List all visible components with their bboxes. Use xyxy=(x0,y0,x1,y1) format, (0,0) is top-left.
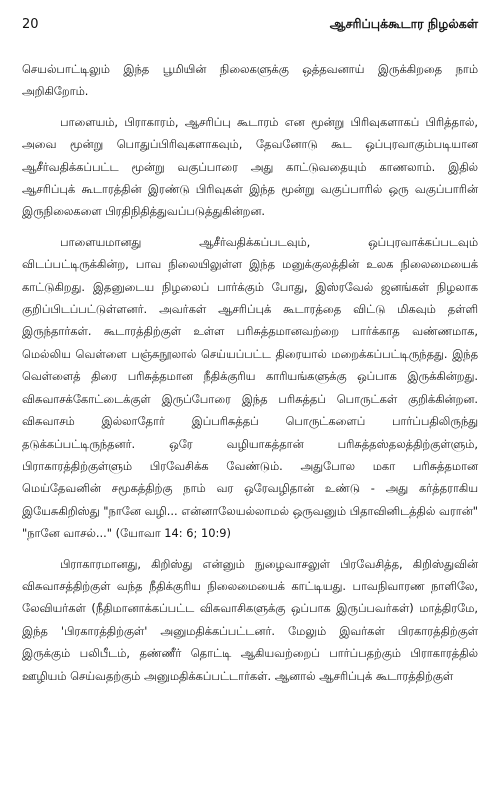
running-title: ஆசரிப்புக்கூடார நிழல்கள் xyxy=(329,16,478,31)
paragraph: பாளையம், பிராகாரம், ஆசரிப்பு கூடாரம் என மூன்று பிரிவுகளாகப் பிரித்தால், அவை மூன்று பொதுப்பிரிவுகளாகவும், தேவனோடு கூட ஒப்புரவாகும்படியான ஆசீர்வதிக்கப்பட்ட மூன்று வகுப்பாரை அது காட்டுவதையும் காணலாம். இதில் ஆசரிப்புக் கூடாரத்தின் இரண்டு பிரிவுகள் இந்த மூன்று வகுப்பாரில் ஒரு வகுப்பாரின் இருநிலைகளை பிரதிநிதித்துவப்படுத்துகின்றன. xyxy=(22,114,478,219)
page-number: 20 xyxy=(22,17,39,32)
page-body xyxy=(22,58,478,695)
paragraph: பிராகாரமானது, கிறிஸ்து என்னும் நுழைவாசலுள் பிரவேசித்த, கிறிஸ்துவின் விசுவாசத்திற்குள் வந்த நீதிக்குரிய நிலைமையைக் காட்டியது. பாவநிவாரண நாளிலே, லேவியர்கள் (நீதிமானாக்கப்பட்ட விசுவாசிகளுக்கு ஒப்பாக இருப்பவர்கள்) மாத்திரமே, இந்த 'பிரகாரத்திற்குள்' அனுமதிக்கப்பட்டனர். மேலும் இவர்கள் பிரகாரத்திற்குள் இருக்கும் பலிபீடம், தண்ணீர் தொட்டி ஆகியவற்றைப் பார்ப்பதற்கும் பிராகாரத்தில் ஊழியம் செய்வதற்கும் அனுமதிக்கப்பட்டார்கள். ஆனால் ஆசரிப்புக் கூடாரத்திற்குள் xyxy=(22,556,478,683)
paragraph: செயல்பாட்டிலும் இந்த பூமியின் நிலைகளுக்கு ஒத்தவனாய் இருக்கிறதை நாம் அறிகிறோம். xyxy=(22,62,478,99)
paragraph: பாளையமானது ஆசீர்வதிக்கப்படவும், ஒப்புரவாக்கப்படவும் விடப்பட்டிருக்கின்ற, பாவ நிலையிலுள்ள இந்த மனுக்குலத்தின் உலக நிலைமையைக் காட்டுகிறது. இதனுடைய நிழலைப் பார்க்கும் போது, இஸ்ரவேல் ஜனங்கள் நிழலாக குறிப்பிடப்பட்டுள்ளனர். அவர்கள் ஆசரிப்புக் கூடாரத்தை விட்டு மிகவும் தள்ளி இருந்தார்கள். கூடாரத்திற்குள் உள்ள பரிசுத்தமானவற்றை பார்க்காத வண்ணமாக, மெல்லிய வெள்ளை பஞ்சுநூலால் செய்யப்பட்ட திரையால் மறைக்கப்பட்டிருந்தது. இந்த வெள்ளைத் திரை பரிசுத்தமான நீதிக்குரிய காரியங்களுக்கு ஒப்பாக இருக்கின்றது. விசுவாசக்கோட்டைக்குள் இருப்போரை இந்த பரிசுத்தப் பொருட்கள் குறிக்கின்றன. விசுவாசம் இல்லாதோர் இப்பரிசுத்தப் பொருட்களைப் பார்ப்பதிலிருந்து தடுக்கப்பட்டிருந்தனர். ஒரே வழியாகத்தான் பரிசுத்தஸ்தலத்திற்குள்ளும், பிராகாரத்திற்குள்ளும் பிரவேசிக்க வேண்டும். அதுபோல மகா பரிசுத்தமான மெய்தேவனின் சமூகத்திற்கு நாம் வர ஒரேவழிதான் உண்டு - அது கர்த்தராகிய இயேசுகிறிஸ்து "நானே வழி... என்னாலேயல்லாமல் ஒருவனும் பிதாவினிடத்தில் வரான்" "நானே வாசல்..." (யோவா 14: 6; 10:9) xyxy=(22,234,478,541)
page-header xyxy=(22,16,478,34)
